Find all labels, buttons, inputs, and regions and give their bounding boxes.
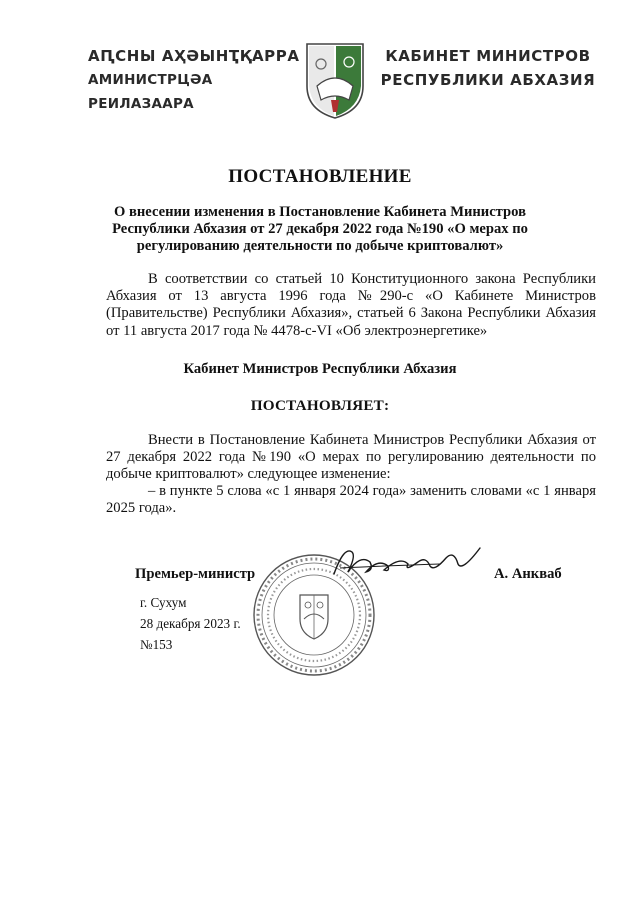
issuer-line: Кабинет Министров Республики Абхазия [183,361,457,377]
body-intro-paragraph: Внести в Постановление Кабинета Министров Республики Абхазия от 27 декабря 2022 года №190 «О мерах по регулированию деятельности по добыче криптовалют» следующее изменение: [106,432,596,483]
preamble-paragraph: В соответствии со статьей 10 Конституционного закона Республики Абхазия от 13 августа 1996 года №290-с «О Кабинете Министров (Правительстве) Республики Абхазия», статьей 6 Закона Республики Абхазия от 11 августа 2017 года № 4478-с-VI «Об электроэнергетике» [106,271,596,339]
issue-date: 28 декабря 2023 г. [140,616,241,631]
header-left-line1: АԤСНЫ АҲӘЫНҬҚАРРА [88,47,300,65]
issue-city: г. Сухум [140,595,187,610]
signer-name: А. Анкваб [494,566,562,582]
resolves-heading: ПОСТАНОВЛЯЕТ: [250,397,390,414]
header-left-line2: АМИНИСТРЦӘА РЕИЛАЗААРА [88,72,213,112]
header-right-line2: РЕСПУБЛИКИ АБХАЗИЯ [380,71,596,89]
signer-position: Премьер-министр [135,566,256,582]
state-emblem-icon [303,40,367,120]
document-number: №153 [140,637,173,652]
header-right [378,44,598,92]
handwritten-signature [330,542,490,582]
header-left [88,44,303,116]
document-subject: О внесении изменения в Постановление Кабинета Министров Республики Абхазия от 27 декабря 2022 года №190 «О мерах по регулированию деятельности по добыче криптовалют» [112,204,528,254]
body-item-paragraph: – в пункте 5 слова «с 1 января 2024 года» заменить словами «с 1 января 2025 года». [106,483,596,517]
document-title: ПОСТАНОВЛЕНИЕ [228,166,412,187]
header-right-line1: КАБИНЕТ МИНИСТРОВ [385,47,591,65]
